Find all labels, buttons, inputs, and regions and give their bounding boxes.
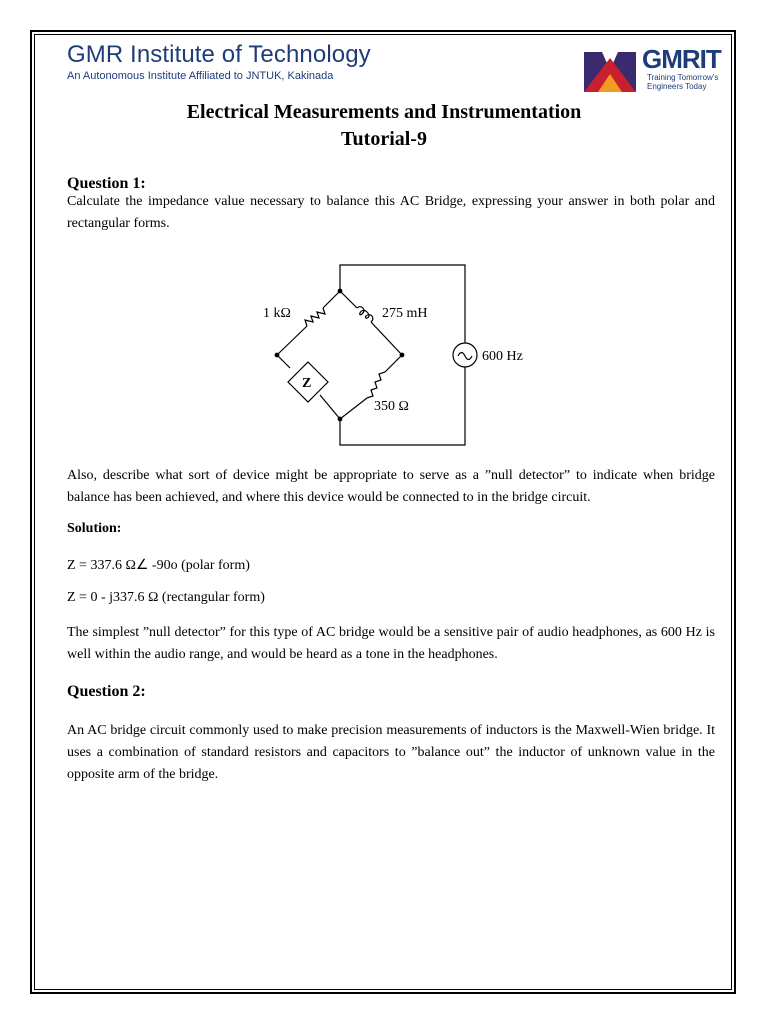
institute-subtitle: An Autonomous Institute Affiliated to JNTUK, Kakinada [67, 70, 334, 82]
gmrit-logo-mark-icon [584, 44, 636, 92]
question-1-heading: Question 1: [67, 175, 146, 192]
label-1k-ohm: 1 kΩ [263, 306, 291, 321]
solution-polar-form: Z = 337.6 Ω∠ -90o (polar form) [67, 558, 250, 573]
logo-wordmark: GMRIT [642, 44, 721, 74]
logo-tagline [647, 73, 718, 91]
label-350-ohm: 350 Ω [374, 399, 409, 414]
question-2-heading: Question 2: [67, 683, 146, 700]
inductor-275mh [357, 307, 373, 322]
resistor-350 [367, 372, 385, 398]
resistor-1k [305, 308, 325, 326]
document-title: Electrical Measurements and Instrumentation [186, 101, 582, 123]
label-600hz: 600 Hz [482, 349, 523, 364]
solution-rectangular-form: Z = 0 - j337.6 Ω (rectangular form) [67, 590, 265, 605]
ac-bridge-circuit-diagram [240, 255, 540, 455]
circuit-wire-top [340, 265, 465, 343]
gmrit-logo [584, 44, 734, 94]
solution-explanation: The simplest ”null detector” for this type of AC bridge would be a sensitive pair of audio headphones, as 600 Hz is well within the audio range, and would be heard as a tone in the headphones. [67, 625, 715, 662]
document-subtitle: Tutorial-9 [341, 128, 427, 150]
question-1-followup: Also, describe what sort of device might be appropriate to serve as a ”null detector” to indicate when bridge balance has been achieved, and where this device would be connected to in the bridge circuit. [67, 468, 715, 505]
label-z: Z [302, 376, 312, 391]
solution-heading: Solution: [67, 521, 122, 536]
logo-tagline-line-1: Training Tomorrow's [647, 73, 719, 82]
ac-source-sine [458, 353, 472, 360]
logo-tagline-line-2: Engineers Today [647, 82, 707, 91]
question-2-text: An AC bridge circuit commonly used to make precision measurements of inductors is the Maxwell-Wien bridge. It uses a combination of standard resistors and capacitors to ”balance out” the inductor of unknown value in the opposite arm of the bridge. [67, 723, 715, 782]
question-1-text: Calculate the impedance value necessary to balance this AC Bridge, expressing your answer in both polar and rectangular forms. [67, 194, 715, 231]
institute-name: GMR Institute of Technology [67, 41, 371, 68]
label-275mh: 275 mH [382, 306, 428, 321]
